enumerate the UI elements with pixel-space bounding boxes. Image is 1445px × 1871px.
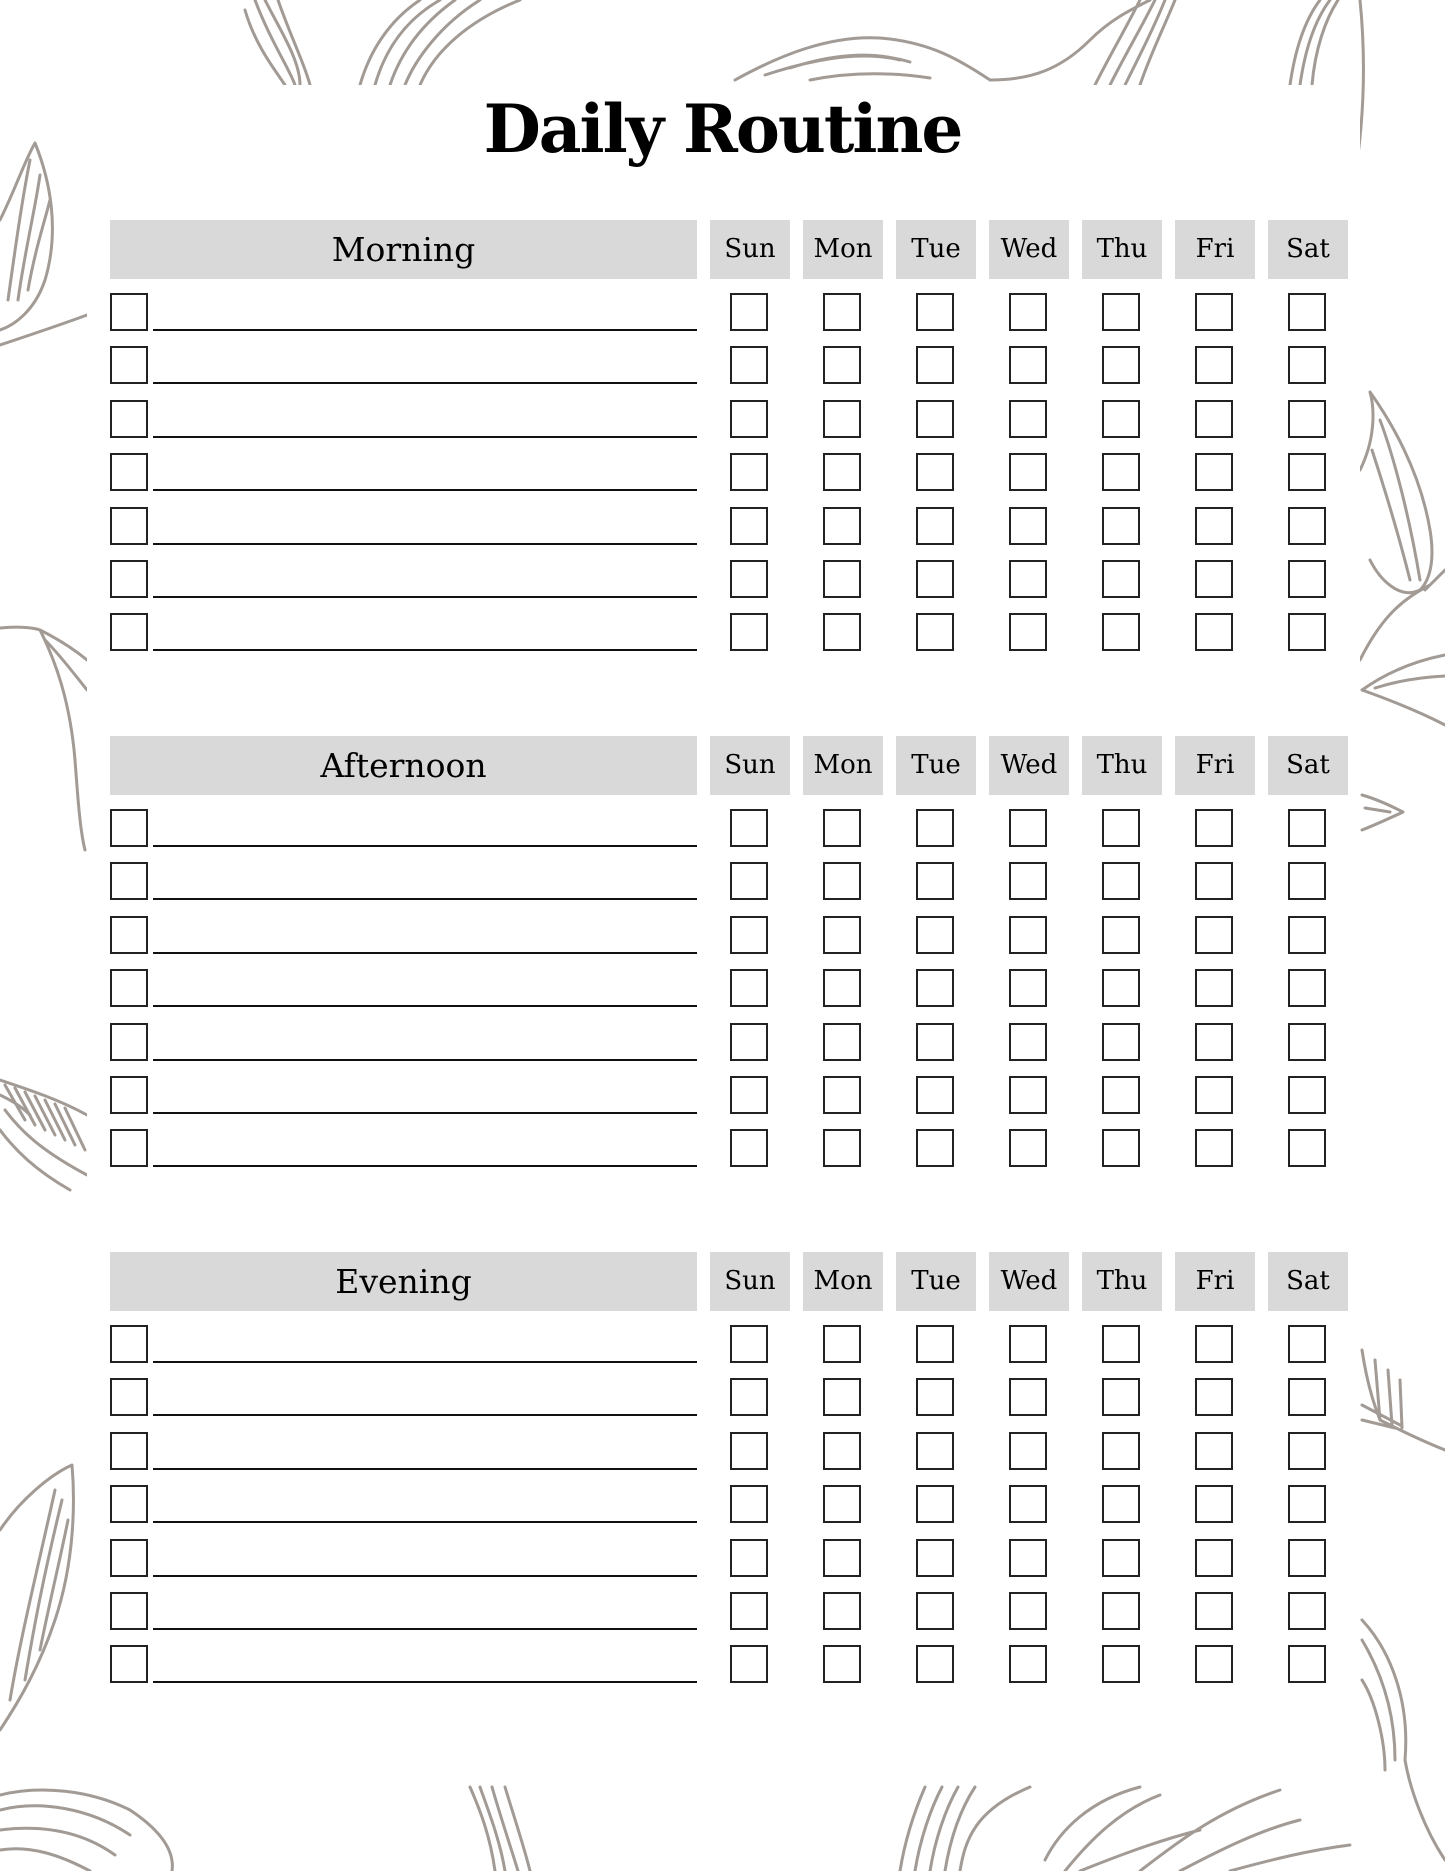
day-checkbox-wed[interactable] — [1009, 1592, 1047, 1630]
day-checkbox-mon[interactable] — [823, 1129, 861, 1167]
day-checkbox-thu[interactable] — [1102, 862, 1140, 900]
task-row — [110, 916, 1350, 956]
task-checkbox[interactable] — [110, 453, 148, 491]
day-checkbox-mon[interactable] — [823, 613, 861, 651]
day-checkbox-sun[interactable] — [730, 809, 768, 847]
task-checkbox[interactable] — [110, 346, 148, 384]
day-checkbox-sat[interactable] — [1288, 1076, 1326, 1114]
task-checkbox[interactable] — [110, 1023, 148, 1061]
day-checkbox-fri[interactable] — [1195, 453, 1233, 491]
task-row — [110, 1592, 1350, 1632]
day-checkbox-wed[interactable] — [1009, 560, 1047, 598]
day-header-mon: Mon — [803, 220, 883, 279]
day-checkbox-fri[interactable] — [1195, 1539, 1233, 1577]
day-header-fri: Fri — [1175, 736, 1255, 795]
task-write-line[interactable] — [153, 1468, 697, 1470]
day-checkbox-fri[interactable] — [1195, 1432, 1233, 1470]
day-checkbox-sat[interactable] — [1288, 969, 1326, 1007]
day-checkbox-mon[interactable] — [823, 1325, 861, 1363]
task-checkbox[interactable] — [110, 400, 148, 438]
day-header-mon: Mon — [803, 1252, 883, 1311]
section-evening — [110, 1252, 1350, 1712]
day-checkbox-tue[interactable] — [916, 1432, 954, 1470]
day-checkbox-fri[interactable] — [1195, 969, 1233, 1007]
day-checkbox-thu[interactable] — [1102, 1432, 1140, 1470]
day-header-wed: Wed — [989, 220, 1069, 279]
day-checkbox-sat[interactable] — [1288, 809, 1326, 847]
task-write-line[interactable] — [153, 1059, 697, 1061]
day-checkbox-sat[interactable] — [1288, 346, 1326, 384]
day-checkbox-mon[interactable] — [823, 1645, 861, 1683]
day-checkbox-sat[interactable] — [1288, 1129, 1326, 1167]
day-checkbox-sun[interactable] — [730, 1432, 768, 1470]
task-write-line[interactable] — [153, 596, 697, 598]
day-checkbox-mon[interactable] — [823, 809, 861, 847]
day-checkbox-sun[interactable] — [730, 969, 768, 1007]
day-checkbox-wed[interactable] — [1009, 862, 1047, 900]
task-checkbox[interactable] — [110, 507, 148, 545]
day-checkbox-fri[interactable] — [1195, 613, 1233, 651]
task-write-line[interactable] — [153, 845, 697, 847]
day-checkbox-wed[interactable] — [1009, 400, 1047, 438]
day-header-sun: Sun — [710, 220, 790, 279]
day-checkbox-sat[interactable] — [1288, 1325, 1326, 1363]
day-checkbox-wed[interactable] — [1009, 809, 1047, 847]
day-checkbox-sat[interactable] — [1288, 293, 1326, 331]
day-checkbox-wed[interactable] — [1009, 1076, 1047, 1114]
day-header-sun: Sun — [710, 736, 790, 795]
day-checkbox-fri[interactable] — [1195, 346, 1233, 384]
task-checkbox[interactable] — [110, 1378, 148, 1416]
day-checkbox-sun[interactable] — [730, 1485, 768, 1523]
task-row — [110, 1378, 1350, 1418]
day-checkbox-thu[interactable] — [1102, 1076, 1140, 1114]
task-write-line[interactable] — [153, 436, 697, 438]
day-checkbox-tue[interactable] — [916, 862, 954, 900]
day-checkbox-mon[interactable] — [823, 346, 861, 384]
day-header-wed: Wed — [989, 736, 1069, 795]
day-checkbox-mon[interactable] — [823, 453, 861, 491]
day-checkbox-wed[interactable] — [1009, 346, 1047, 384]
day-checkbox-wed[interactable] — [1009, 969, 1047, 1007]
task-write-line[interactable] — [153, 1414, 697, 1416]
task-write-line[interactable] — [153, 1112, 697, 1114]
day-checkbox-fri[interactable] — [1195, 1645, 1233, 1683]
day-checkbox-tue[interactable] — [916, 1076, 954, 1114]
task-row — [110, 969, 1350, 1009]
section-header: Morning — [110, 220, 697, 279]
day-checkbox-tue[interactable] — [916, 1129, 954, 1167]
day-checkbox-fri[interactable] — [1195, 809, 1233, 847]
task-write-line[interactable] — [153, 543, 697, 545]
day-header-sun: Sun — [710, 1252, 790, 1311]
task-checkbox[interactable] — [110, 293, 148, 331]
task-row — [110, 293, 1350, 333]
day-checkbox-wed[interactable] — [1009, 453, 1047, 491]
day-checkbox-tue[interactable] — [916, 1378, 954, 1416]
day-checkbox-wed[interactable] — [1009, 1325, 1047, 1363]
task-checkbox[interactable] — [110, 1432, 148, 1470]
task-row — [110, 1023, 1350, 1063]
day-checkbox-thu[interactable] — [1102, 809, 1140, 847]
day-checkbox-sun[interactable] — [730, 400, 768, 438]
task-checkbox[interactable] — [110, 560, 148, 598]
day-header-thu: Thu — [1082, 1252, 1162, 1311]
task-row — [110, 1432, 1350, 1472]
page-title: Daily Routine — [483, 90, 962, 168]
day-checkbox-thu[interactable] — [1102, 400, 1140, 438]
day-header-sat: Sat — [1268, 220, 1348, 279]
day-checkbox-sat[interactable] — [1288, 916, 1326, 954]
day-checkbox-sun[interactable] — [730, 453, 768, 491]
day-checkbox-sun[interactable] — [730, 560, 768, 598]
day-checkbox-thu[interactable] — [1102, 453, 1140, 491]
day-checkbox-mon[interactable] — [823, 1076, 861, 1114]
day-checkbox-fri[interactable] — [1195, 1378, 1233, 1416]
task-row — [110, 809, 1350, 849]
day-checkbox-tue[interactable] — [916, 1539, 954, 1577]
day-checkbox-sat[interactable] — [1288, 1023, 1326, 1061]
day-checkbox-tue[interactable] — [916, 916, 954, 954]
day-checkbox-wed[interactable] — [1009, 507, 1047, 545]
day-checkbox-thu[interactable] — [1102, 1485, 1140, 1523]
day-checkbox-wed[interactable] — [1009, 1378, 1047, 1416]
section-morning — [110, 220, 1350, 680]
task-row — [110, 346, 1350, 386]
task-write-line[interactable] — [153, 898, 697, 900]
day-checkbox-sun[interactable] — [730, 1023, 768, 1061]
day-checkbox-sun[interactable] — [730, 1378, 768, 1416]
day-checkbox-sun[interactable] — [730, 1076, 768, 1114]
day-checkbox-sun[interactable] — [730, 613, 768, 651]
day-checkbox-fri[interactable] — [1195, 1129, 1233, 1167]
day-checkbox-wed[interactable] — [1009, 613, 1047, 651]
day-checkbox-thu[interactable] — [1102, 346, 1140, 384]
day-checkbox-thu[interactable] — [1102, 916, 1140, 954]
day-checkbox-sun[interactable] — [730, 293, 768, 331]
day-checkbox-sat[interactable] — [1288, 400, 1326, 438]
day-checkbox-wed[interactable] — [1009, 1485, 1047, 1523]
task-checkbox[interactable] — [110, 809, 148, 847]
task-checkbox[interactable] — [110, 1645, 148, 1683]
day-checkbox-tue[interactable] — [916, 809, 954, 847]
day-checkbox-sun[interactable] — [730, 1592, 768, 1630]
day-checkbox-tue[interactable] — [916, 400, 954, 438]
day-checkbox-mon[interactable] — [823, 560, 861, 598]
day-checkbox-wed[interactable] — [1009, 1129, 1047, 1167]
day-checkbox-mon[interactable] — [823, 862, 861, 900]
day-checkbox-sun[interactable] — [730, 346, 768, 384]
day-checkbox-fri[interactable] — [1195, 916, 1233, 954]
day-checkbox-thu[interactable] — [1102, 560, 1140, 598]
day-checkbox-thu[interactable] — [1102, 1378, 1140, 1416]
task-row — [110, 560, 1350, 600]
day-checkbox-mon[interactable] — [823, 1378, 861, 1416]
day-checkbox-tue[interactable] — [916, 1592, 954, 1630]
day-checkbox-sun[interactable] — [730, 1325, 768, 1363]
day-checkbox-sun[interactable] — [730, 507, 768, 545]
day-checkbox-mon[interactable] — [823, 1539, 861, 1577]
day-checkbox-sat[interactable] — [1288, 613, 1326, 651]
day-checkbox-fri[interactable] — [1195, 560, 1233, 598]
task-checkbox[interactable] — [110, 1485, 148, 1523]
task-row — [110, 1076, 1350, 1116]
task-write-line[interactable] — [153, 649, 697, 651]
task-checkbox[interactable] — [110, 969, 148, 1007]
task-write-line[interactable] — [153, 1165, 697, 1167]
day-checkbox-tue[interactable] — [916, 969, 954, 1007]
day-header-wed: Wed — [989, 1252, 1069, 1311]
day-checkbox-thu[interactable] — [1102, 613, 1140, 651]
day-header-sat: Sat — [1268, 736, 1348, 795]
day-checkbox-tue[interactable] — [916, 293, 954, 331]
day-checkbox-mon[interactable] — [823, 1432, 861, 1470]
task-checkbox[interactable] — [110, 1129, 148, 1167]
day-checkbox-tue[interactable] — [916, 1645, 954, 1683]
task-write-line[interactable] — [153, 382, 697, 384]
day-checkbox-sat[interactable] — [1288, 1485, 1326, 1523]
task-write-line[interactable] — [153, 1005, 697, 1007]
day-checkbox-fri[interactable] — [1195, 1485, 1233, 1523]
task-row — [110, 453, 1350, 493]
day-checkbox-sat[interactable] — [1288, 1539, 1326, 1577]
day-checkbox-fri[interactable] — [1195, 507, 1233, 545]
day-header-tue: Tue — [896, 1252, 976, 1311]
day-checkbox-wed[interactable] — [1009, 1645, 1047, 1683]
task-checkbox[interactable] — [110, 1325, 148, 1363]
day-checkbox-sun[interactable] — [730, 1539, 768, 1577]
day-checkbox-fri[interactable] — [1195, 862, 1233, 900]
day-header-fri: Fri — [1175, 1252, 1255, 1311]
day-checkbox-fri[interactable] — [1195, 1325, 1233, 1363]
task-write-line[interactable] — [153, 489, 697, 491]
task-checkbox[interactable] — [110, 916, 148, 954]
day-checkbox-sat[interactable] — [1288, 1432, 1326, 1470]
day-checkbox-thu[interactable] — [1102, 1592, 1140, 1630]
task-write-line[interactable] — [153, 1361, 697, 1363]
day-checkbox-tue[interactable] — [916, 453, 954, 491]
day-checkbox-mon[interactable] — [823, 1023, 861, 1061]
day-checkbox-thu[interactable] — [1102, 1645, 1140, 1683]
day-checkbox-mon[interactable] — [823, 400, 861, 438]
day-checkbox-tue[interactable] — [916, 1485, 954, 1523]
day-checkbox-thu[interactable] — [1102, 1023, 1140, 1061]
task-row — [110, 1325, 1350, 1365]
day-checkbox-mon[interactable] — [823, 969, 861, 1007]
day-checkbox-fri[interactable] — [1195, 1076, 1233, 1114]
task-row — [110, 1129, 1350, 1169]
day-header-tue: Tue — [896, 220, 976, 279]
task-write-line[interactable] — [153, 1521, 697, 1523]
day-checkbox-sat[interactable] — [1288, 560, 1326, 598]
day-checkbox-sat[interactable] — [1288, 1645, 1326, 1683]
day-checkbox-fri[interactable] — [1195, 1592, 1233, 1630]
day-checkbox-thu[interactable] — [1102, 507, 1140, 545]
task-write-line[interactable] — [153, 1575, 697, 1577]
day-checkbox-mon[interactable] — [823, 1485, 861, 1523]
day-checkbox-wed[interactable] — [1009, 293, 1047, 331]
day-checkbox-sat[interactable] — [1288, 453, 1326, 491]
task-write-line[interactable] — [153, 952, 697, 954]
day-header-mon: Mon — [803, 736, 883, 795]
day-checkbox-tue[interactable] — [916, 346, 954, 384]
day-checkbox-fri[interactable] — [1195, 1023, 1233, 1061]
day-checkbox-sat[interactable] — [1288, 862, 1326, 900]
day-checkbox-thu[interactable] — [1102, 293, 1140, 331]
task-checkbox[interactable] — [110, 1076, 148, 1114]
day-checkbox-thu[interactable] — [1102, 1539, 1140, 1577]
section-afternoon — [110, 736, 1350, 1196]
day-checkbox-wed[interactable] — [1009, 1432, 1047, 1470]
day-checkbox-sat[interactable] — [1288, 507, 1326, 545]
task-row — [110, 1539, 1350, 1579]
day-checkbox-mon[interactable] — [823, 1592, 861, 1630]
day-checkbox-thu[interactable] — [1102, 1325, 1140, 1363]
day-header-fri: Fri — [1175, 220, 1255, 279]
task-checkbox[interactable] — [110, 613, 148, 651]
day-checkbox-mon[interactable] — [823, 916, 861, 954]
task-row — [110, 613, 1350, 653]
day-checkbox-tue[interactable] — [916, 560, 954, 598]
day-checkbox-sat[interactable] — [1288, 1592, 1326, 1630]
day-checkbox-mon[interactable] — [823, 293, 861, 331]
day-checkbox-sat[interactable] — [1288, 1378, 1326, 1416]
task-write-line[interactable] — [153, 1681, 697, 1683]
day-checkbox-tue[interactable] — [916, 613, 954, 651]
day-header-tue: Tue — [896, 736, 976, 795]
day-checkbox-thu[interactable] — [1102, 1129, 1140, 1167]
task-write-line[interactable] — [153, 329, 697, 331]
day-checkbox-sun[interactable] — [730, 916, 768, 954]
day-header-thu: Thu — [1082, 220, 1162, 279]
day-checkbox-sun[interactable] — [730, 1129, 768, 1167]
task-checkbox[interactable] — [110, 1592, 148, 1630]
day-checkbox-sun[interactable] — [730, 1645, 768, 1683]
day-checkbox-tue[interactable] — [916, 1325, 954, 1363]
task-row — [110, 1485, 1350, 1525]
task-row — [110, 862, 1350, 902]
day-checkbox-wed[interactable] — [1009, 1539, 1047, 1577]
day-checkbox-thu[interactable] — [1102, 969, 1140, 1007]
day-checkbox-fri[interactable] — [1195, 293, 1233, 331]
section-header: Afternoon — [110, 736, 697, 795]
task-row — [110, 400, 1350, 440]
task-write-line[interactable] — [153, 1628, 697, 1630]
task-checkbox[interactable] — [110, 1539, 148, 1577]
day-checkbox-tue[interactable] — [916, 507, 954, 545]
day-checkbox-tue[interactable] — [916, 1023, 954, 1061]
day-checkbox-mon[interactable] — [823, 507, 861, 545]
task-row — [110, 1645, 1350, 1685]
task-checkbox[interactable] — [110, 862, 148, 900]
day-header-thu: Thu — [1082, 736, 1162, 795]
day-checkbox-wed[interactable] — [1009, 916, 1047, 954]
day-checkbox-sun[interactable] — [730, 862, 768, 900]
task-row — [110, 507, 1350, 547]
day-checkbox-fri[interactable] — [1195, 400, 1233, 438]
section-header: Evening — [110, 1252, 697, 1311]
day-header-sat: Sat — [1268, 1252, 1348, 1311]
day-checkbox-wed[interactable] — [1009, 1023, 1047, 1061]
